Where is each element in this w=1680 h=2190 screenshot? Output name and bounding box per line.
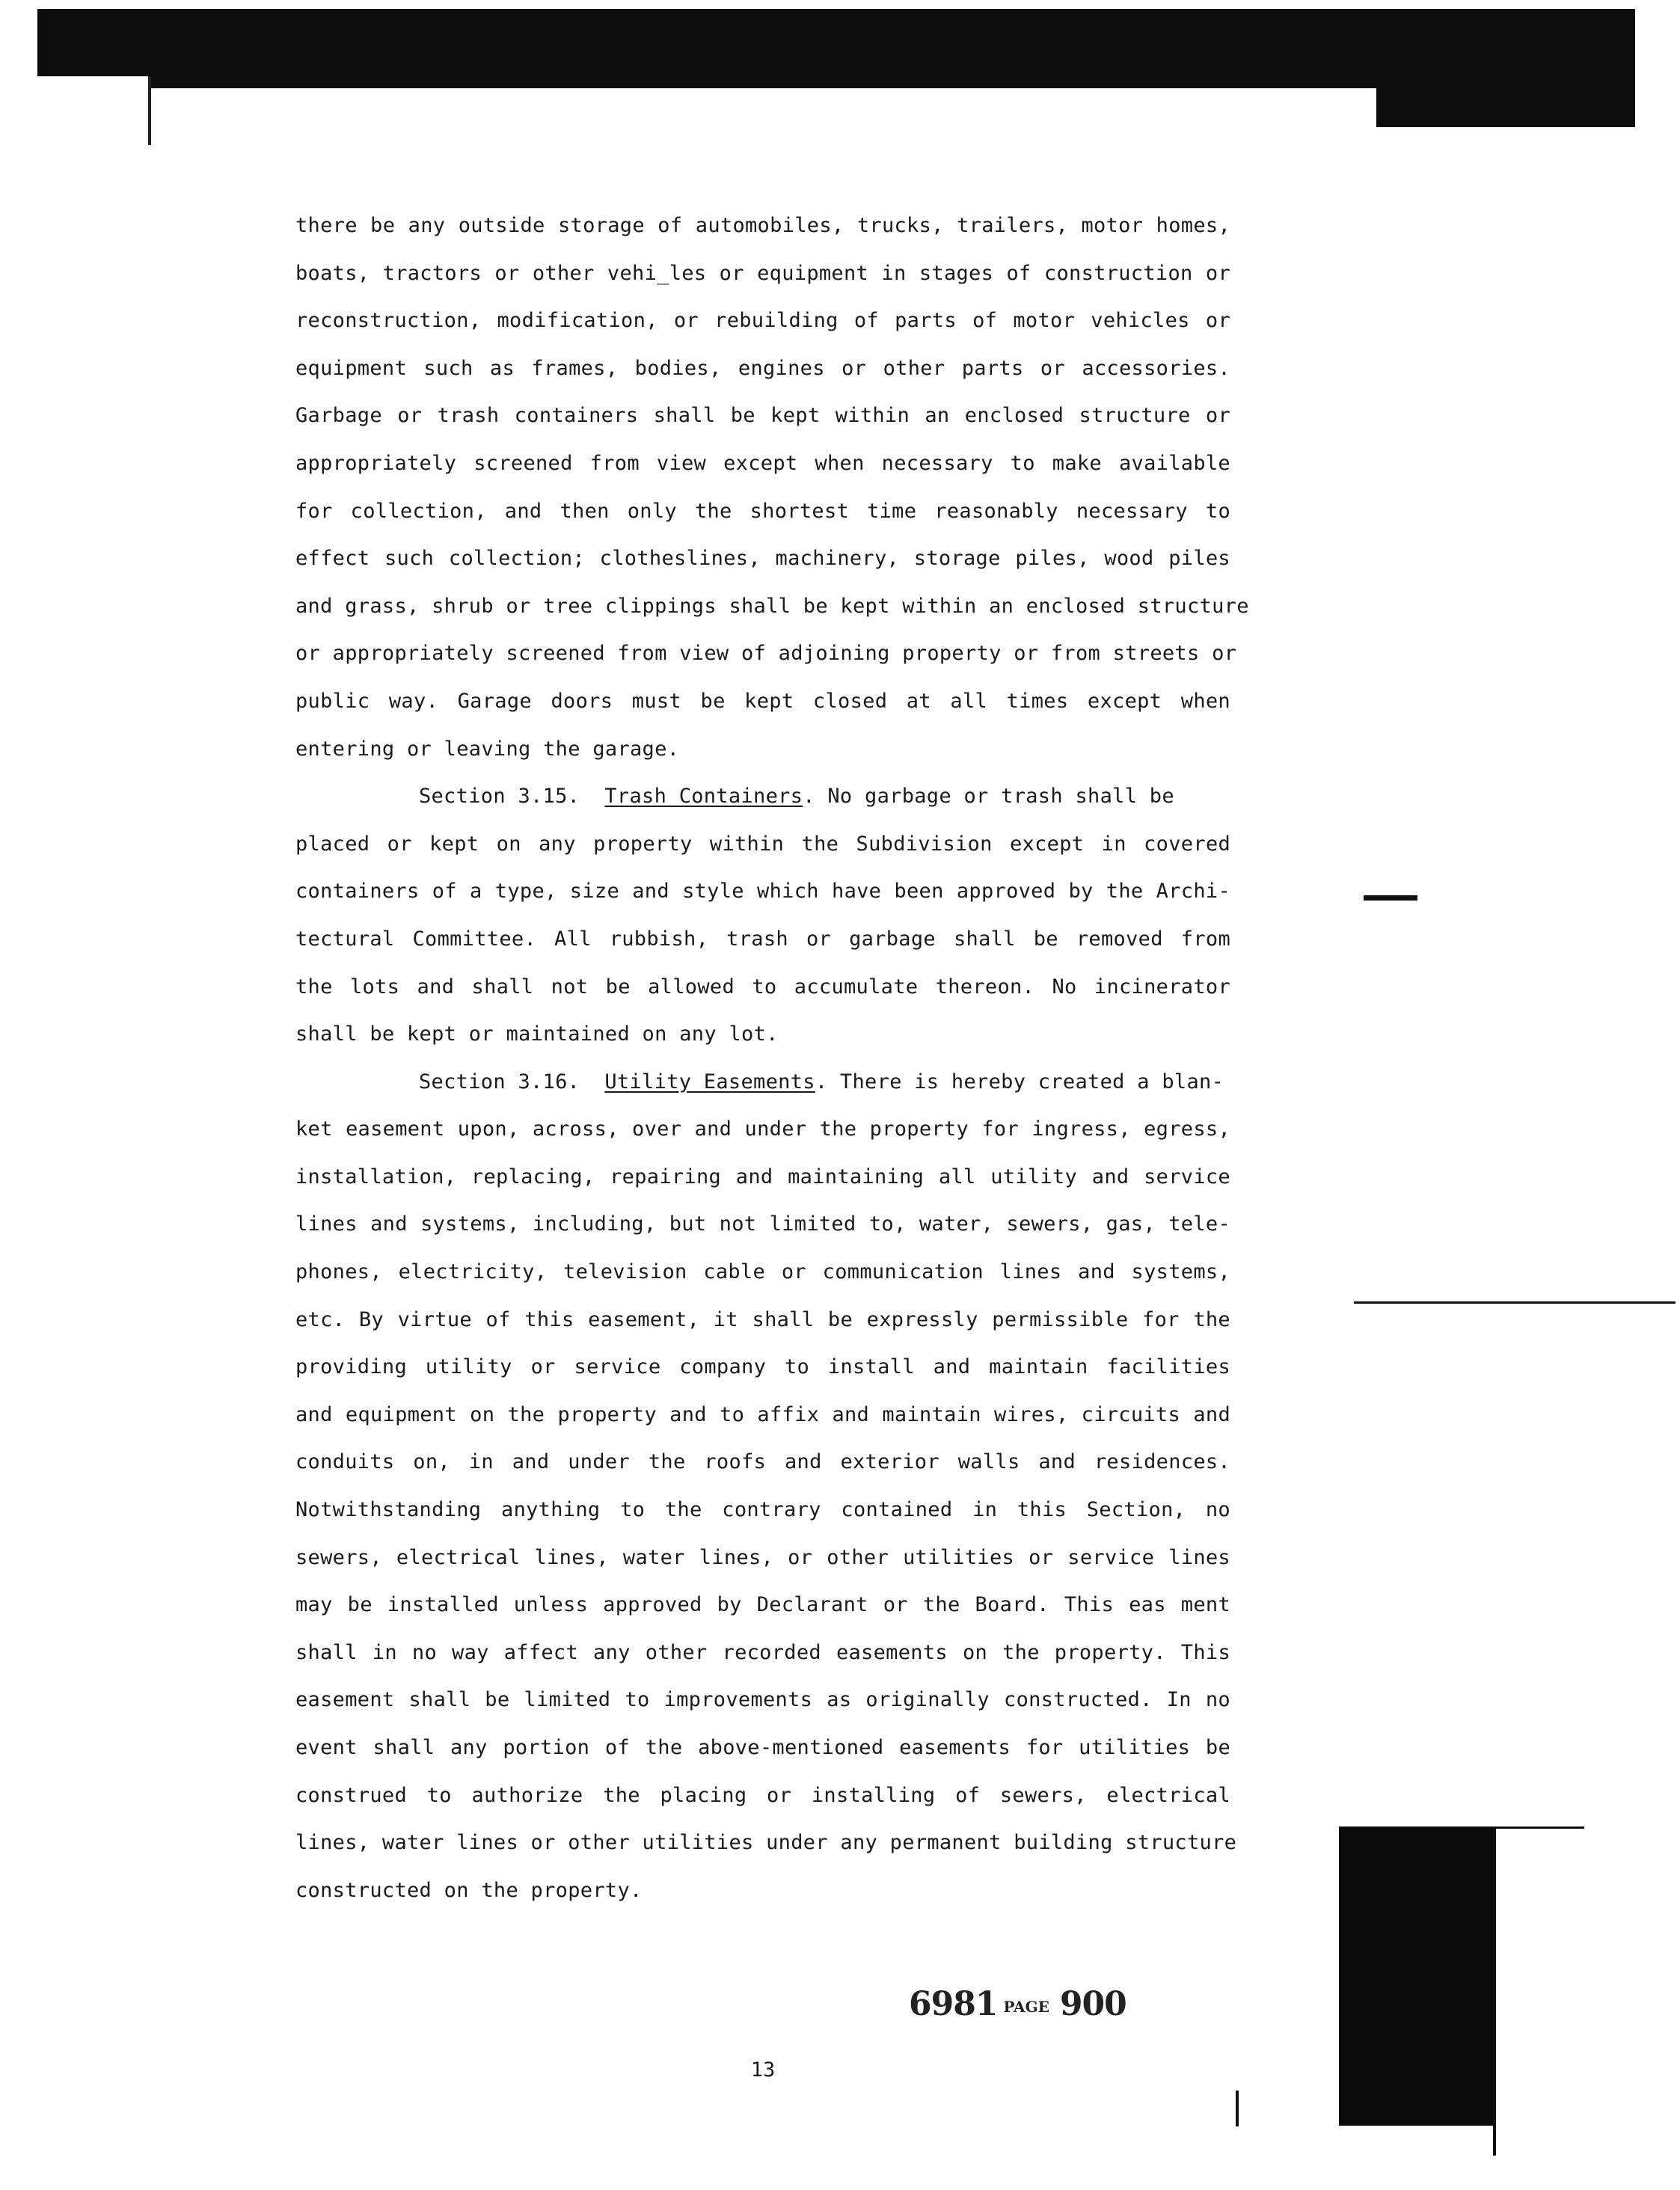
- section-3-16: [295, 1058, 1237, 1915]
- text-line: the lots and shall not be allowed to accumulate thereon. No incinerator: [295, 975, 1230, 999]
- section-number: Section 3.16.: [419, 1070, 580, 1094]
- text-line: construed to authorize the placing or installing of sewers, electrical: [295, 1783, 1230, 1807]
- scan-border-notch: [45, 22, 97, 60]
- text-line: shall be kept or maintained on any lot.: [295, 1022, 779, 1046]
- text-line: placed or kept on any property within the Subdivision except in covered: [295, 832, 1230, 856]
- text-line: event shall any portion of the above-mentioned easements for utilities be: [295, 1736, 1230, 1759]
- text-line: constructed on the property.: [295, 1878, 643, 1902]
- section-heading-line: [295, 1058, 1230, 1106]
- text-line: easement shall be limited to improvements as originally constructed. In no: [295, 1688, 1230, 1712]
- text-line: there be any outside storage of automobiles, trucks, trailers, motor homes,: [295, 214, 1230, 237]
- page-number: 13: [750, 2058, 776, 2082]
- stamp-book-number: 6981: [909, 1985, 998, 2023]
- section-heading-line: [295, 773, 1230, 821]
- text-line: or appropriately screened from view of adjoining property or from streets or: [295, 642, 1237, 666]
- section-number: Section 3.15.: [419, 785, 580, 809]
- text-line: and equipment on the property and to affix and maintain wires, circuits and: [295, 1402, 1230, 1426]
- text-line: lines and systems, including, but not limited to, water, sewers, gas, tele-: [295, 1212, 1230, 1236]
- text-line: installation, replacing, repairing and maintaining all utility and service: [295, 1165, 1230, 1188]
- stamp-page-number: 900: [1059, 1985, 1126, 2023]
- text-line: providing utility or service company to install and maintain facilities: [295, 1355, 1230, 1379]
- text-line: public way. Garage doors must be kept closed at all times except when: [295, 689, 1230, 713]
- text-line: shall in no way affect any other recorded easements on the property. This: [295, 1640, 1230, 1664]
- scan-margin-block-rule: [1496, 1826, 1584, 1829]
- text-line: reconstruction, modification, or rebuilding of parts of motor vehicles or: [295, 309, 1230, 333]
- text-line: phones, electricity, television cable or communication lines and systems,: [295, 1260, 1230, 1284]
- text-line: Notwithstanding anything to the contrary contained in this Section, no: [295, 1498, 1230, 1522]
- text-line: sewers, electrical lines, water lines, or other utilities or service lines: [295, 1545, 1230, 1569]
- text-line: tectural Committee. All rubbish, trash or garbage shall be removed from: [295, 927, 1230, 951]
- scan-border-edge: [150, 76, 1376, 88]
- text-line: ket easement upon, across, over and under the property for ingress, egress,: [295, 1117, 1230, 1141]
- text-line: for collection, and then only the shortest time reasonably necessary to: [295, 499, 1230, 523]
- section-heading: Utility Easements: [604, 1070, 815, 1094]
- document-body: [295, 202, 1249, 1914]
- text-line: entering or leaving the garage.: [295, 737, 680, 761]
- recording-stamp: [909, 1985, 1126, 2023]
- text-line: etc. By virtue of this easement, it shall be expressly permissible for the: [295, 1307, 1230, 1331]
- section-first-line: . There is hereby created a blan-: [815, 1070, 1224, 1094]
- scan-left-rule: [148, 76, 151, 145]
- stamp-page-word: PAGE: [1003, 1997, 1049, 2016]
- text-line: lines, water lines or other utilities under any permanent building structure: [295, 1831, 1237, 1855]
- margin-mark-dash: [1364, 895, 1417, 901]
- text-line: appropriately screened from view except when necessary to make available: [295, 451, 1230, 475]
- section-heading: Trash Containers: [604, 785, 803, 809]
- text-line: equipment such as frames, bodies, engines or other parts or accessories.: [295, 356, 1230, 380]
- section-3-15: [295, 773, 1230, 1058]
- margin-rule: [1354, 1301, 1676, 1304]
- scan-border-top: [37, 9, 1635, 76]
- section-first-line: . No garbage or trash shall be: [803, 785, 1174, 809]
- text-line: Garbage or trash containers shall be kept within an enclosed structure or: [295, 404, 1230, 428]
- text-line: and grass, shrub or tree clippings shall be kept within an enclosed structure: [295, 594, 1249, 618]
- scan-border-top-right: [1376, 76, 1635, 127]
- scan-margin-block-stem: [1493, 1826, 1496, 2156]
- paragraph-continuation: [295, 202, 1249, 773]
- text-line: effect such collection; clotheslines, machinery, storage piles, wood piles: [295, 547, 1230, 571]
- text-line: boats, tractors or other vehi_les or equipment in stages of construction or: [295, 261, 1230, 285]
- text-line: may be installed unless approved by Declarant or the Board. This eas ment: [295, 1593, 1230, 1617]
- text-line: containers of a type, size and style which have been approved by the Archi-: [295, 880, 1230, 904]
- margin-tick: [1236, 2091, 1239, 2126]
- text-line: conduits on, in and under the roofs and exterior walls and residences.: [295, 1450, 1230, 1474]
- scan-margin-block: [1339, 1826, 1496, 2126]
